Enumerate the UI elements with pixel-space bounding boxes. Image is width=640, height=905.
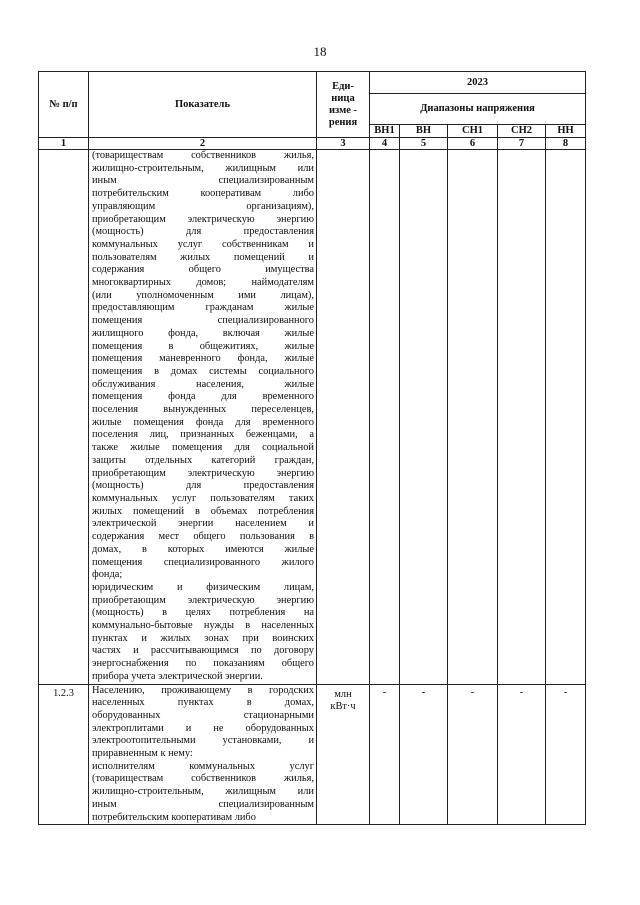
indicator-text-line: управляющим организациям), xyxy=(92,200,314,212)
indicator-text-line: потребительским кооперативам либо xyxy=(92,811,256,823)
header-number: № п/п xyxy=(39,72,89,138)
header-year: 2023 xyxy=(370,72,586,94)
header-indicator: Показатель xyxy=(89,72,317,138)
indicator-text-line: (товариществам собственников жилья, xyxy=(92,773,314,785)
indicator-text-line: (или уполномоченным ими лицам), xyxy=(92,289,314,301)
row-indicator-text xyxy=(89,150,317,685)
row-code xyxy=(39,150,89,685)
value-sn1: - xyxy=(448,684,498,825)
indicator-text-line: коммунально-бытовые нужды в населенных xyxy=(92,620,314,632)
column-number: 7 xyxy=(498,138,546,150)
column-number: 3 xyxy=(317,138,370,150)
unit-line: млн xyxy=(334,688,352,700)
indicator-text-line: пользователям жилых помещений и xyxy=(92,251,314,263)
header-range-sn1: СН1 xyxy=(448,125,498,138)
balance-table xyxy=(38,71,586,825)
header-unit-line: рения xyxy=(328,116,358,128)
table-row xyxy=(39,684,586,825)
header-unit-line: Еди- xyxy=(332,80,354,92)
indicator-text-line: помещения маневренного фонда, жилые xyxy=(92,353,314,365)
indicator-text-line: содержания мест общего пользования в xyxy=(92,531,314,543)
indicator-text-line: юридическим и физическим лицам, xyxy=(92,581,314,593)
indicator-text-line: поселения вынужденных переселенцев, xyxy=(92,404,314,416)
indicator-text-line: коммунальных услуг пользователям таких xyxy=(92,492,314,504)
column-number: 8 xyxy=(546,138,586,150)
row-indicator-text xyxy=(89,684,317,825)
header-unit-line: ница xyxy=(331,92,355,104)
indicator-text-line: жилищного фонда, включая жилые xyxy=(92,327,314,339)
header-unit-line: изме - xyxy=(328,104,358,116)
indicator-text-line: помещения в общежитиях, жилые xyxy=(92,340,314,352)
indicator-text-line: иным специализированным xyxy=(92,798,314,810)
value-vn xyxy=(400,150,448,685)
indicator-text-line: исполнителям коммунальных услуг xyxy=(92,760,314,772)
header-range-nn: НН xyxy=(546,125,586,138)
indicator-text-line: частях и рассчитывающимся по договору xyxy=(92,645,314,657)
table-row xyxy=(39,150,586,685)
indicator-text-line: коммунальных услуг собственникам и xyxy=(92,238,314,250)
indicator-text-line: содержания общего имущества xyxy=(92,264,314,276)
column-number: 4 xyxy=(370,138,400,150)
column-number: 2 xyxy=(89,138,317,150)
indicator-text-line: приобретающим электрическую энергию xyxy=(92,213,314,225)
indicator-text-line: помещения фонда для временного xyxy=(92,391,314,403)
indicator-text-line: приобретающим электрическую энергию xyxy=(92,467,314,479)
indicator-text-line: защиты отдельных категорий граждан, xyxy=(92,454,314,466)
header-range-vn: ВН xyxy=(400,125,448,138)
indicator-text-line: жилых помещений в объемах потребления xyxy=(92,505,314,517)
row-unit xyxy=(317,684,370,825)
row-code: 1.2.3 xyxy=(39,684,89,825)
column-number: 5 xyxy=(400,138,448,150)
indicator-text-line: населенных пунктах в домах, xyxy=(92,697,314,709)
indicator-text-line: потребительским кооперативам либо xyxy=(92,188,314,200)
indicator-text-line: обслуживания населения, жилые xyxy=(92,378,314,390)
indicator-text-line: (товариществам собственников жилья, xyxy=(92,150,314,161)
indicator-text-line: электроотопительными установками, и xyxy=(92,735,314,747)
row-unit xyxy=(317,150,370,685)
indicator-text-line: жилые помещения фонда для временного xyxy=(92,416,314,428)
header-unit xyxy=(317,72,370,138)
value-vn1 xyxy=(370,150,400,685)
indicator-text-line: поселения лиц, признанных беженцами, а xyxy=(92,429,314,441)
indicator-text-line: жилищно-строительным, жилищным или xyxy=(92,162,314,174)
value-nn xyxy=(546,150,586,685)
indicator-text-line: многоквартирных домов; наймодателям xyxy=(92,277,314,289)
column-numbers-row xyxy=(39,138,586,150)
value-sn2: - xyxy=(498,684,546,825)
column-number: 6 xyxy=(448,138,498,150)
indicator-text-line: иным специализированным xyxy=(92,175,314,187)
indicator-text-line: прибора учета электрической энергии. xyxy=(92,670,263,682)
value-vn1: - xyxy=(370,684,400,825)
indicator-text-line: жилищно-строительным, жилищным или xyxy=(92,786,314,798)
indicator-text-line: электрической энергии населением и xyxy=(92,518,314,530)
value-nn: - xyxy=(546,684,586,825)
value-vn: - xyxy=(400,684,448,825)
indicator-text-line: предоставляющим гражданам жилые xyxy=(92,302,314,314)
indicator-text-line: помещения специализированного xyxy=(92,315,314,327)
column-number: 1 xyxy=(39,138,89,150)
indicator-text-line: помещения в домах системы социального xyxy=(92,365,314,377)
indicator-text-line: оборудованных стационарными xyxy=(92,709,314,721)
indicator-text-line: приобретающим электрическую энергию xyxy=(92,594,314,606)
header-voltage-ranges: Диапазоны напряжения xyxy=(370,94,586,125)
indicator-text-line: Населению, проживающему в городских xyxy=(92,684,314,696)
indicator-text-line: электроплитами и не оборудованных xyxy=(92,722,314,734)
header-range-vn1: ВН1 xyxy=(370,125,400,138)
indicator-text-line: энергоснабжения по показаниям общего xyxy=(92,658,314,670)
page-number: 18 xyxy=(313,44,327,59)
header-range-sn2: СН2 xyxy=(498,125,546,138)
indicator-text-line: пунктах и жилых зонах при воинских xyxy=(92,632,314,644)
indicator-text-line: также жилые помещения для социальной xyxy=(92,442,314,454)
indicator-text-line: (мощность) для предоставления xyxy=(92,226,314,238)
indicator-text-line: помещения специализированного жилого xyxy=(92,556,314,568)
indicator-text-line: фонда; xyxy=(92,569,123,581)
indicator-text-line: домах, в которых имеются жилые xyxy=(92,543,314,555)
value-sn1 xyxy=(448,150,498,685)
value-sn2 xyxy=(498,150,546,685)
unit-line: кВт·ч xyxy=(330,701,356,713)
indicator-text-line: (мощность) для предоставления xyxy=(92,480,314,492)
indicator-text-line: приравненным к нему: xyxy=(92,748,193,760)
indicator-text-line: (мощность) в целях потребления на xyxy=(92,607,314,619)
